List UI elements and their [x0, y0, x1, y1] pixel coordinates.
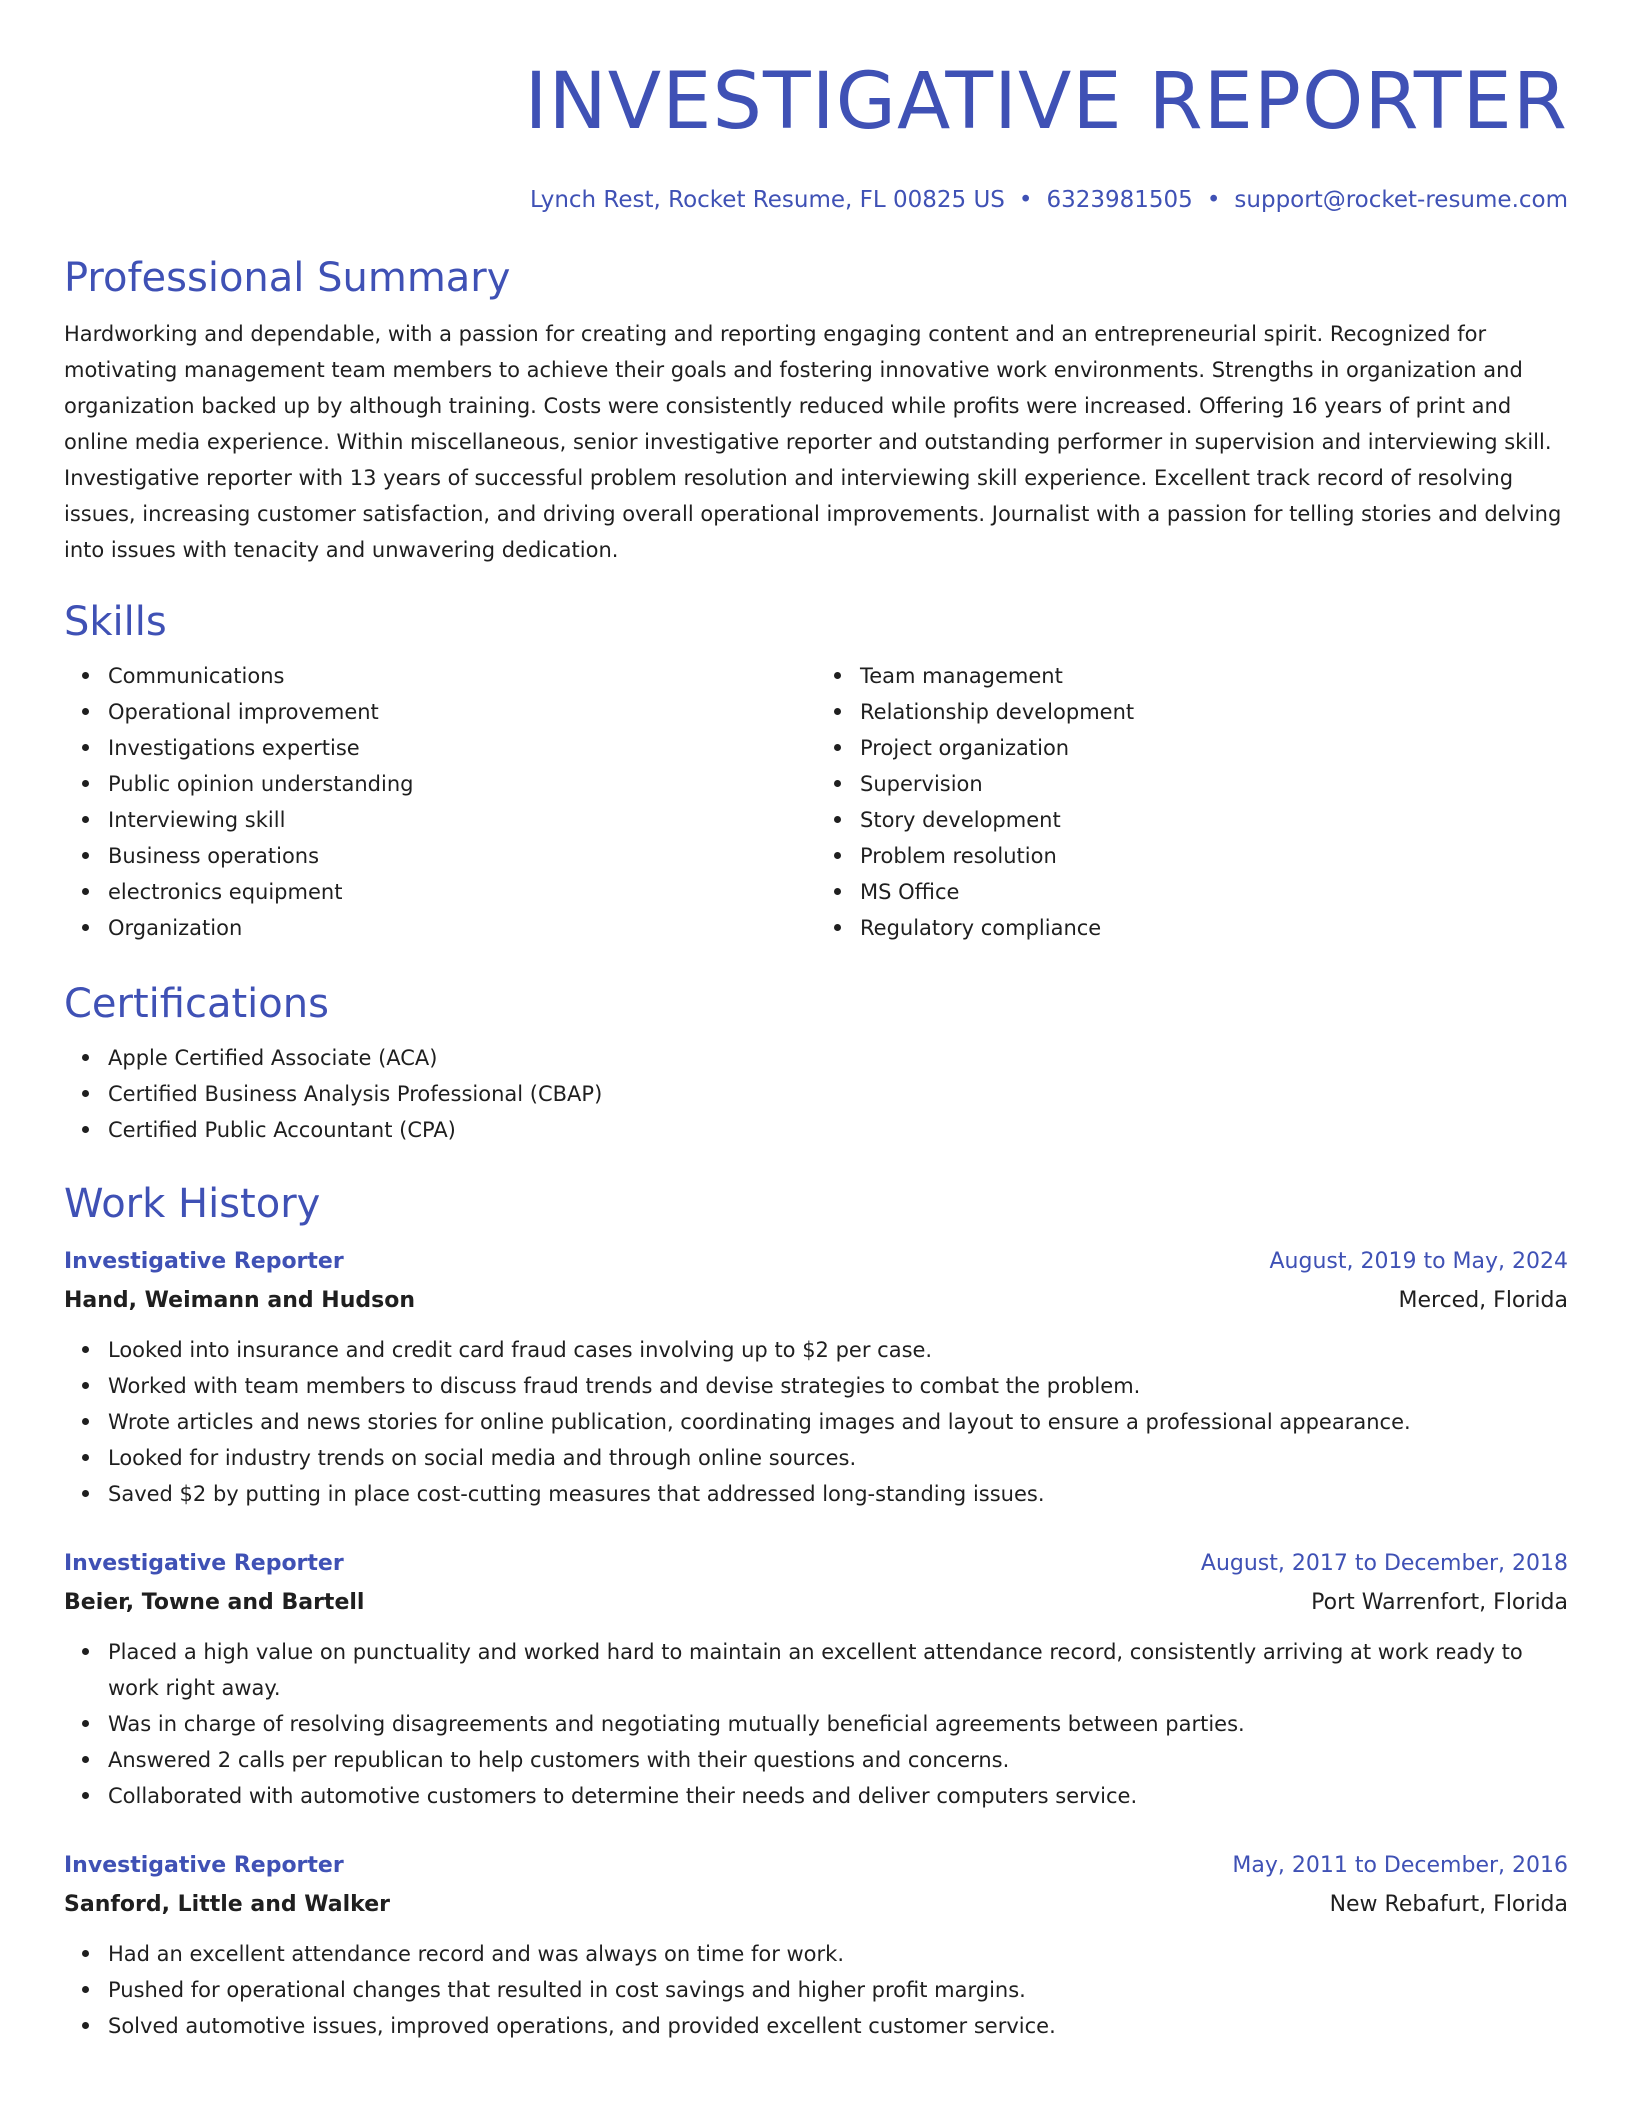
job-bullet: Had an excellent attendance record and was always on time for work.	[108, 1936, 1568, 1972]
skill-item: Supervision	[860, 766, 1568, 802]
job-bullet: Placed a high value on punctuality and worked hard to maintain an excellent attendance record, consistently arriving at work ready to work right away.	[108, 1634, 1568, 1706]
job-location: Port Warrenfort, Florida	[1311, 1590, 1568, 1615]
certifications-heading: Certifications	[64, 981, 329, 1027]
contact-separator: •	[1018, 187, 1033, 213]
contact-phone: 6323981505	[1046, 187, 1193, 213]
job-bullet: Was in charge of resolving disagreements and negotiating mutually beneficial agreements between parties.	[108, 1706, 1568, 1742]
job-dates: August, 2017 to December, 2018	[1200, 1551, 1568, 1576]
skills-heading: Skills	[64, 599, 167, 645]
job-company-row	[64, 1282, 1568, 1320]
job-bullets	[64, 1936, 1568, 2044]
contact-line	[64, 182, 1568, 218]
contact-email: support@rocket-resume.com	[1234, 187, 1568, 213]
job-location: New Rebafurt, Florida	[1329, 1892, 1568, 1917]
skills-column-left	[64, 658, 816, 946]
job-dates: August, 2019 to May, 2024	[1269, 1249, 1568, 1274]
job-bullet: Answered 2 calls per republican to help customers with their questions and concerns.	[108, 1742, 1568, 1778]
job-bullet: Looked into insurance and credit card fraud cases involving up to $2 per case.	[108, 1332, 1568, 1368]
job-bullet: Looked for industry trends on social media and through online sources.	[108, 1440, 1568, 1476]
certification-item: Certified Public Accountant (CPA)	[108, 1112, 1568, 1148]
skills-column-right	[816, 658, 1568, 946]
contact-separator: •	[1206, 187, 1221, 213]
skills-grid	[64, 658, 1568, 946]
skill-item: electronics equipment	[108, 874, 816, 910]
job-title: Investigative Reporter	[64, 1853, 344, 1878]
work-history-heading: Work History	[64, 1181, 321, 1227]
certifications-list	[64, 1040, 1568, 1148]
certification-item: Certified Business Analysis Professional (CBAP)	[108, 1076, 1568, 1112]
skill-item: Business operations	[108, 838, 816, 874]
summary-text: Hardworking and dependable, with a passion for creating and reporting engaging content and an entrepreneurial spirit. Recognized for motivating management team members to achieve their goals and fostering innovative work environments. Strengths in organization and organization backed up by although training. Costs were consistently reduced while profits were increased. Offering 16 years of print and online media experience. Within miscellaneous, senior investigative reporter and outstanding performer in supervision and interviewing skill. Investigative reporter with 13 years of successful problem resolution and interviewing skill experience. Excellent track record of resolving issues, increasing customer satisfaction, and driving overall operational improvements. Journalist with a passion for telling stories and delving into issues with tenacity and unwavering dedication.	[64, 322, 1562, 562]
skill-item: Investigations expertise	[108, 730, 816, 766]
job-bullet: Wrote articles and news stories for online publication, coordinating images and layout to ensure a professional appearance.	[108, 1404, 1568, 1440]
job-company-row	[64, 1886, 1568, 1924]
job-entry	[64, 1544, 1568, 1814]
skill-item: Regulatory compliance	[860, 910, 1568, 946]
job-location: Merced, Florida	[1398, 1288, 1568, 1313]
job-bullets	[64, 1634, 1568, 1814]
job-bullet: Worked with team members to discuss fraud trends and devise strategies to combat the problem.	[108, 1368, 1568, 1404]
skill-item: MS Office	[860, 874, 1568, 910]
job-title: Investigative Reporter	[64, 1249, 344, 1274]
skill-item: Relationship development	[860, 694, 1568, 730]
skill-item: Story development	[860, 802, 1568, 838]
skill-item: Problem resolution	[860, 838, 1568, 874]
job-company-row	[64, 1584, 1568, 1622]
skill-item: Communications	[108, 658, 816, 694]
job-bullet: Pushed for operational changes that resulted in cost savings and higher profit margins.	[108, 1972, 1568, 2008]
skill-item: Project organization	[860, 730, 1568, 766]
skill-item: Team management	[860, 658, 1568, 694]
certification-item: Apple Certified Associate (ACA)	[108, 1040, 1568, 1076]
job-entry	[64, 1242, 1568, 1512]
job-bullet: Saved $2 by putting in place cost-cutting measures that addressed long-standing issues.	[108, 1476, 1568, 1512]
job-title-row	[64, 1846, 1568, 1886]
contact-address: Lynch Rest, Rocket Resume, FL 00825 US	[530, 187, 1005, 213]
job-title-row	[64, 1544, 1568, 1584]
job-entry	[64, 1846, 1568, 2044]
skill-item: Operational improvement	[108, 694, 816, 730]
skill-item: Public opinion understanding	[108, 766, 816, 802]
summary-heading: Professional Summary	[64, 255, 511, 301]
job-title: Investigative Reporter	[64, 1551, 344, 1576]
job-bullet: Collaborated with automotive customers to determine their needs and deliver computers service.	[108, 1778, 1568, 1814]
job-company: Beier, Towne and Bartell	[64, 1590, 365, 1615]
job-bullet: Solved automotive issues, improved operations, and provided excellent customer service.	[108, 2008, 1568, 2044]
resume-name: INVESTIGATIVE REPORTER	[524, 57, 1568, 147]
job-company: Sanford, Little and Walker	[64, 1892, 390, 1917]
job-dates: May, 2011 to December, 2016	[1232, 1853, 1568, 1878]
skill-item: Organization	[108, 910, 816, 946]
job-title-row	[64, 1242, 1568, 1282]
job-company: Hand, Weimann and Hudson	[64, 1288, 415, 1313]
job-bullets	[64, 1332, 1568, 1512]
skill-item: Interviewing skill	[108, 802, 816, 838]
